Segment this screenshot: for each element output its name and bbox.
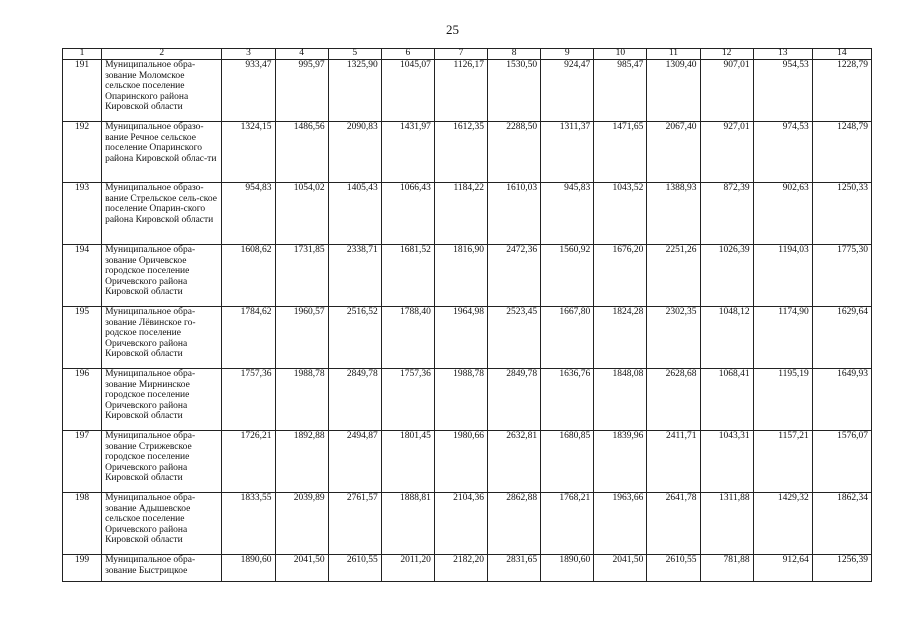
value-cell: 2011,20 xyxy=(381,555,434,582)
value-cell: 2182,20 xyxy=(434,555,487,582)
value-cell: 1768,21 xyxy=(541,493,594,555)
column-number-header: 11 xyxy=(647,49,700,60)
row-number: 192 xyxy=(63,122,102,183)
value-cell: 1388,93 xyxy=(647,183,700,245)
value-cell: 912,64 xyxy=(753,555,812,582)
row-number: 193 xyxy=(63,183,102,245)
municipality-name: Муниципальное обра-зование Быстрицкое xyxy=(102,555,222,582)
value-cell: 2628,68 xyxy=(647,369,700,431)
value-cell: 1960,57 xyxy=(275,307,328,369)
value-cell: 1676,20 xyxy=(594,245,647,307)
value-cell: 1681,52 xyxy=(381,245,434,307)
value-cell: 1228,79 xyxy=(812,60,871,122)
value-cell: 1026,39 xyxy=(700,245,753,307)
value-cell: 1612,35 xyxy=(434,122,487,183)
value-cell: 1890,60 xyxy=(541,555,594,582)
value-cell: 1833,55 xyxy=(222,493,275,555)
value-cell: 1726,21 xyxy=(222,431,275,493)
value-cell: 1324,15 xyxy=(222,122,275,183)
value-cell: 2411,71 xyxy=(647,431,700,493)
value-cell: 1888,81 xyxy=(381,493,434,555)
value-cell: 1629,64 xyxy=(812,307,871,369)
value-cell: 924,47 xyxy=(541,60,594,122)
value-cell: 1848,08 xyxy=(594,369,647,431)
value-cell: 2251,26 xyxy=(647,245,700,307)
row-number: 194 xyxy=(63,245,102,307)
column-number-header: 12 xyxy=(700,49,753,60)
value-cell: 954,83 xyxy=(222,183,275,245)
value-cell: 1184,22 xyxy=(434,183,487,245)
value-cell: 1048,12 xyxy=(700,307,753,369)
municipality-name: Муниципальное обра-зование Лёвинское го-родское поселение Оричевского района Кировской области xyxy=(102,307,222,369)
value-cell: 1649,93 xyxy=(812,369,871,431)
value-cell: 1610,03 xyxy=(488,183,541,245)
column-number-header: 3 xyxy=(222,49,275,60)
value-cell: 1045,07 xyxy=(381,60,434,122)
row-number: 197 xyxy=(63,431,102,493)
table-row xyxy=(63,555,872,582)
value-cell: 1731,85 xyxy=(275,245,328,307)
value-cell: 902,63 xyxy=(753,183,812,245)
value-cell: 2849,78 xyxy=(488,369,541,431)
value-cell: 1816,90 xyxy=(434,245,487,307)
value-cell: 2041,50 xyxy=(594,555,647,582)
value-cell: 1405,43 xyxy=(328,183,381,245)
value-cell: 2610,55 xyxy=(328,555,381,582)
row-number: 199 xyxy=(63,555,102,582)
column-number-header: 5 xyxy=(328,49,381,60)
value-cell: 1043,52 xyxy=(594,183,647,245)
row-number: 198 xyxy=(63,493,102,555)
value-cell: 2516,52 xyxy=(328,307,381,369)
value-cell: 1576,07 xyxy=(812,431,871,493)
value-cell: 1788,40 xyxy=(381,307,434,369)
column-number-row xyxy=(63,49,872,60)
value-cell: 1757,36 xyxy=(222,369,275,431)
value-cell: 1126,17 xyxy=(434,60,487,122)
value-cell: 1824,28 xyxy=(594,307,647,369)
value-cell: 1775,30 xyxy=(812,245,871,307)
value-cell: 1608,62 xyxy=(222,245,275,307)
value-cell: 985,47 xyxy=(594,60,647,122)
table-row xyxy=(63,60,872,122)
value-cell: 872,39 xyxy=(700,183,753,245)
column-number-header: 2 xyxy=(102,49,222,60)
value-cell: 1256,39 xyxy=(812,555,871,582)
municipality-name: Муниципальное образо-вание Речное сельское поселение Опаринского района Кировской облас-ти xyxy=(102,122,222,183)
value-cell: 1471,65 xyxy=(594,122,647,183)
value-cell: 2849,78 xyxy=(328,369,381,431)
value-cell: 1174,90 xyxy=(753,307,812,369)
value-cell: 1043,31 xyxy=(700,431,753,493)
value-cell: 1066,43 xyxy=(381,183,434,245)
value-cell: 1530,50 xyxy=(488,60,541,122)
row-number: 191 xyxy=(63,60,102,122)
tariff-table xyxy=(62,48,872,582)
value-cell: 1980,66 xyxy=(434,431,487,493)
value-cell: 1309,40 xyxy=(647,60,700,122)
column-number-header: 4 xyxy=(275,49,328,60)
municipality-name: Муниципальное обра-зование Стрижевское городское поселение Оричевского района Кировской области xyxy=(102,431,222,493)
value-cell: 1988,78 xyxy=(275,369,328,431)
column-number-header: 10 xyxy=(594,49,647,60)
value-cell: 1801,45 xyxy=(381,431,434,493)
value-cell: 1964,98 xyxy=(434,307,487,369)
value-cell: 995,97 xyxy=(275,60,328,122)
value-cell: 2090,83 xyxy=(328,122,381,183)
column-number-header: 14 xyxy=(812,49,871,60)
value-cell: 1839,96 xyxy=(594,431,647,493)
column-number-header: 7 xyxy=(434,49,487,60)
value-cell: 2041,50 xyxy=(275,555,328,582)
value-cell: 1195,19 xyxy=(753,369,812,431)
value-cell: 1988,78 xyxy=(434,369,487,431)
value-cell: 1194,03 xyxy=(753,245,812,307)
value-cell: 2472,36 xyxy=(488,245,541,307)
column-number-header: 1 xyxy=(63,49,102,60)
value-cell: 2302,35 xyxy=(647,307,700,369)
value-cell: 927,01 xyxy=(700,122,753,183)
table-row xyxy=(63,307,872,369)
municipality-name: Муниципальное обра-зование Мирнинское городское поселение Оричевского района Кировской области xyxy=(102,369,222,431)
value-cell: 1757,36 xyxy=(381,369,434,431)
value-cell: 1636,76 xyxy=(541,369,594,431)
municipality-name: Муниципальное образо-вание Стрельское сель-ское поселение Опарин-ского района Кировской области xyxy=(102,183,222,245)
value-cell: 2641,78 xyxy=(647,493,700,555)
value-cell: 1892,88 xyxy=(275,431,328,493)
value-cell: 1680,85 xyxy=(541,431,594,493)
row-number: 195 xyxy=(63,307,102,369)
value-cell: 2862,88 xyxy=(488,493,541,555)
value-cell: 2831,65 xyxy=(488,555,541,582)
value-cell: 2039,89 xyxy=(275,493,328,555)
value-cell: 2632,81 xyxy=(488,431,541,493)
value-cell: 2523,45 xyxy=(488,307,541,369)
table-row xyxy=(63,245,872,307)
value-cell: 2338,71 xyxy=(328,245,381,307)
value-cell: 2610,55 xyxy=(647,555,700,582)
value-cell: 1325,90 xyxy=(328,60,381,122)
table-row xyxy=(63,183,872,245)
value-cell: 1431,97 xyxy=(381,122,434,183)
value-cell: 933,47 xyxy=(222,60,275,122)
value-cell: 954,53 xyxy=(753,60,812,122)
table-row xyxy=(63,122,872,183)
value-cell: 1784,62 xyxy=(222,307,275,369)
value-cell: 1311,88 xyxy=(700,493,753,555)
value-cell: 2067,40 xyxy=(647,122,700,183)
municipality-name: Муниципальное обра-зование Оричевское городское поселение Оричевского района Кировской области xyxy=(102,245,222,307)
value-cell: 1963,66 xyxy=(594,493,647,555)
value-cell: 1429,32 xyxy=(753,493,812,555)
value-cell: 1890,60 xyxy=(222,555,275,582)
column-number-header: 6 xyxy=(381,49,434,60)
value-cell: 1862,34 xyxy=(812,493,871,555)
value-cell: 907,01 xyxy=(700,60,753,122)
value-cell: 1486,56 xyxy=(275,122,328,183)
municipality-name: Муниципальное обра-зование Моломское сельское поселение Опаринского района Кировской области xyxy=(102,60,222,122)
column-number-header: 9 xyxy=(541,49,594,60)
page-number: 25 xyxy=(446,22,459,37)
value-cell: 1667,80 xyxy=(541,307,594,369)
table-row xyxy=(63,369,872,431)
value-cell: 1068,41 xyxy=(700,369,753,431)
value-cell: 974,53 xyxy=(753,122,812,183)
row-number: 196 xyxy=(63,369,102,431)
value-cell: 2104,36 xyxy=(434,493,487,555)
table-row xyxy=(63,493,872,555)
column-number-header: 8 xyxy=(488,49,541,60)
value-cell: 2288,50 xyxy=(488,122,541,183)
value-cell: 2761,57 xyxy=(328,493,381,555)
value-cell: 781,88 xyxy=(700,555,753,582)
value-cell: 945,83 xyxy=(541,183,594,245)
value-cell: 1311,37 xyxy=(541,122,594,183)
value-cell: 1054,02 xyxy=(275,183,328,245)
value-cell: 1248,79 xyxy=(812,122,871,183)
municipality-name: Муниципальное обра-зование Адышевское сельское поселение Оричевского района Кировской области xyxy=(102,493,222,555)
table-row xyxy=(63,431,872,493)
value-cell: 1560,92 xyxy=(541,245,594,307)
value-cell: 1157,21 xyxy=(753,431,812,493)
column-number-header: 13 xyxy=(753,49,812,60)
value-cell: 2494,87 xyxy=(328,431,381,493)
value-cell: 1250,33 xyxy=(812,183,871,245)
